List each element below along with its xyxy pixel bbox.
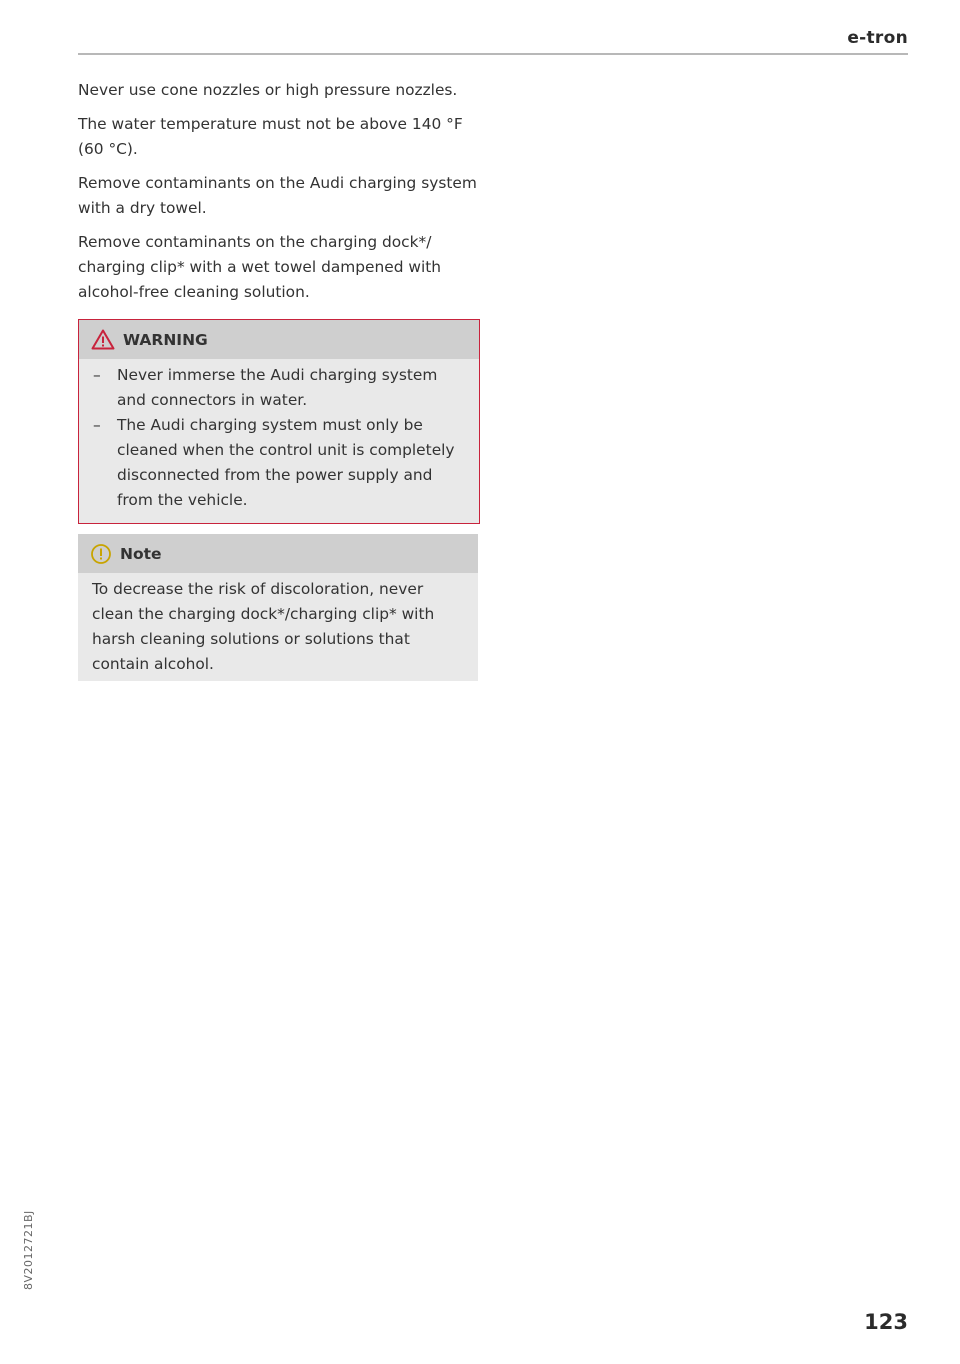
warning-item-text: The Audi charging system must only be cleaned when the control unit is completely disconnected from the power supply and from the vehicle. bbox=[117, 416, 455, 509]
note-header bbox=[78, 534, 478, 573]
warning-item bbox=[93, 363, 465, 413]
note-text: To decrease the risk of discoloration, never clean the charging dock*/charging clip* with harsh cleaning solutions or solutions that contain alcohol. bbox=[92, 580, 435, 673]
page-number: 123 bbox=[864, 1310, 908, 1334]
warning-triangle-icon bbox=[91, 329, 115, 350]
warning-body bbox=[79, 359, 479, 523]
warning-item-text: Never immerse the Audi charging system and connectors in water. bbox=[117, 366, 438, 409]
paragraph-nozzles: Never use cone nozzles or high pressure nozzles. bbox=[78, 81, 458, 99]
bullet-dash: – bbox=[93, 416, 101, 434]
warning-title: WARNING bbox=[123, 330, 208, 349]
paragraph-water-temperature: The water temperature must not be above 140 °F (60 °C). bbox=[78, 115, 463, 158]
header-rule bbox=[78, 53, 908, 55]
warning-header bbox=[79, 320, 479, 359]
bullet-dash: – bbox=[93, 366, 101, 384]
note-title: Note bbox=[120, 544, 162, 563]
exclamation-circle-icon bbox=[90, 543, 112, 565]
section-title: e-tron bbox=[847, 28, 908, 48]
main-column bbox=[78, 78, 480, 681]
note-box bbox=[78, 534, 478, 681]
warning-item bbox=[93, 413, 465, 513]
warning-box bbox=[78, 319, 480, 524]
paragraph-wet-towel: Remove contaminants on the charging dock*/ charging clip* with a wet towel dampened with alcohol-free cleaning solution. bbox=[78, 233, 442, 301]
document-code: 8V2012721BJ bbox=[22, 1210, 35, 1290]
paragraph-dry-towel: Remove contaminants on the Audi charging system with a dry towel. bbox=[78, 174, 477, 217]
